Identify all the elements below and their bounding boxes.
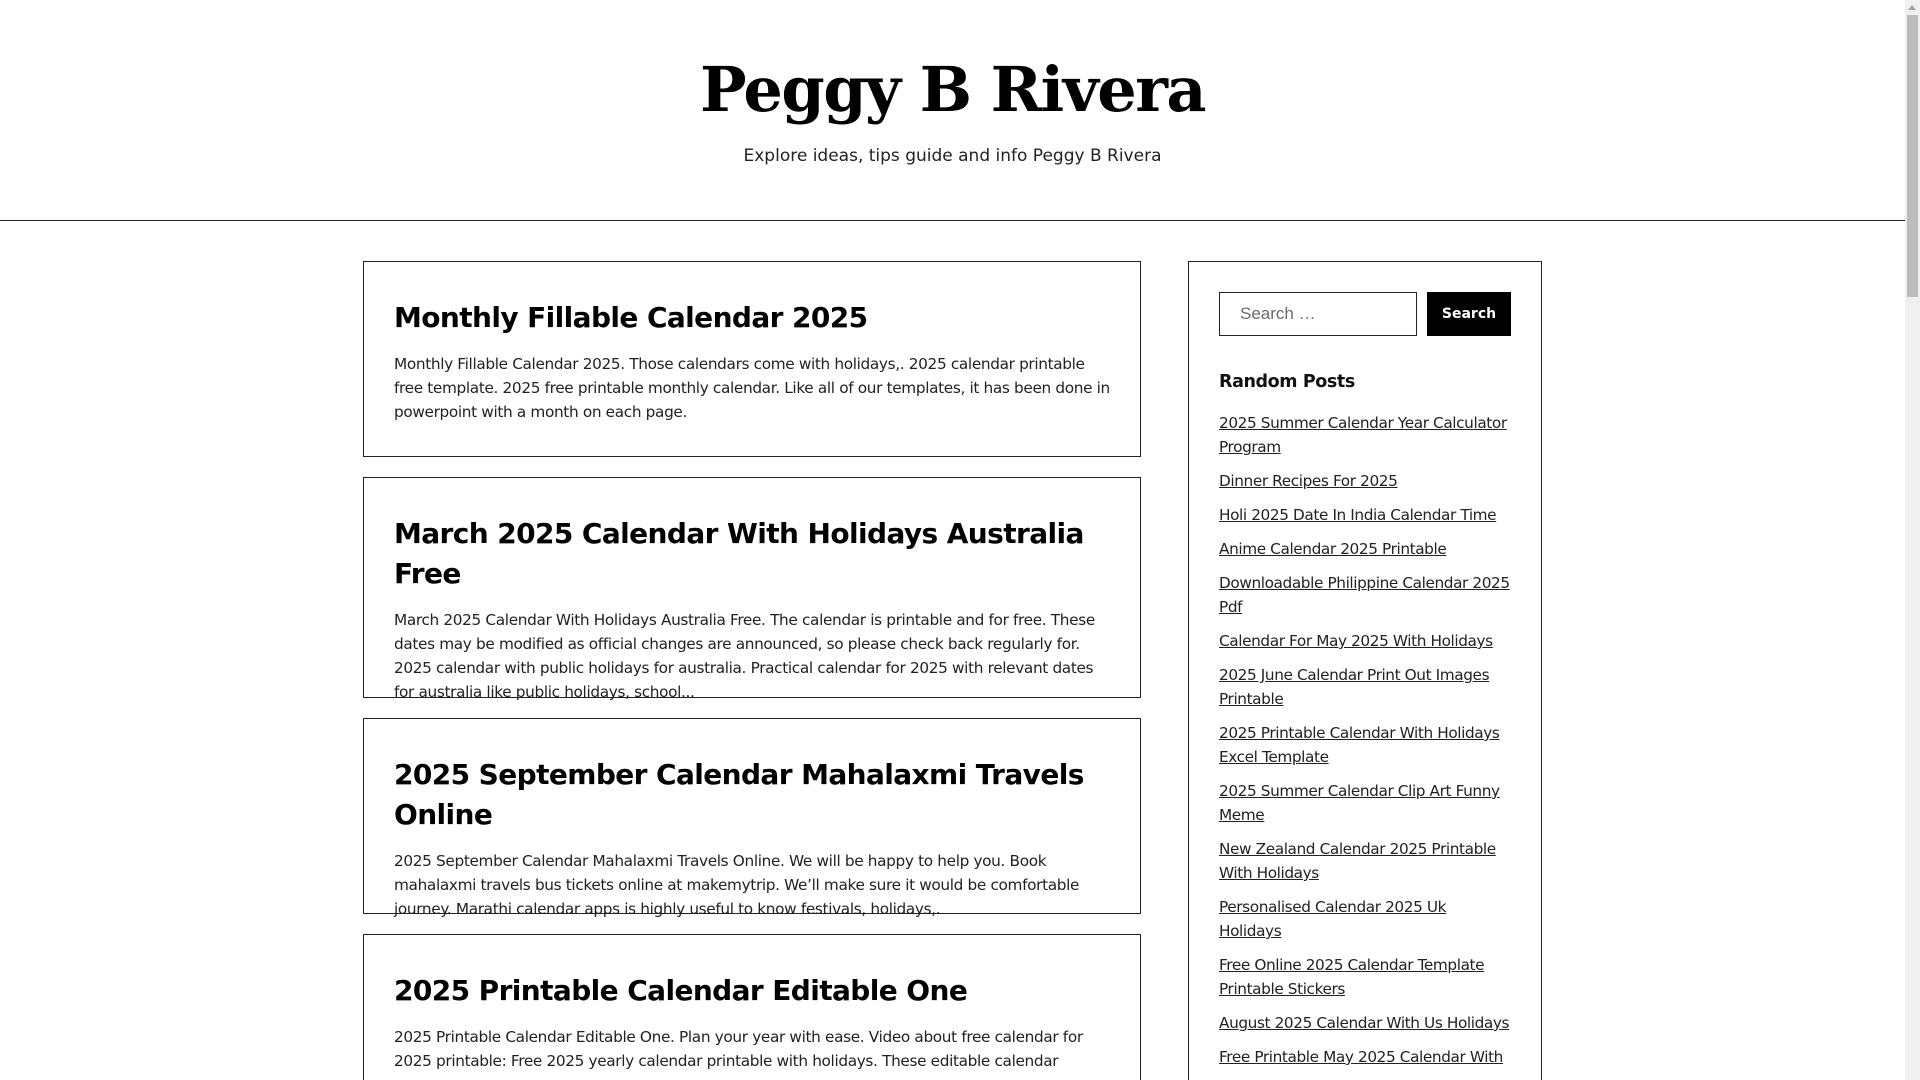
post-title: [394, 298, 1110, 338]
search-form: [1219, 292, 1511, 336]
post-title: [394, 514, 1110, 594]
post-excerpt: March 2025 Calendar With Holidays Australia Free. The calendar is printable and for free. These dates may be modified as official changes are announced, so please check back regularly for. 2025 calendar with public holidays for australia. Practical calendar for 2025 with relevant dates for australia like public holidays, school...: [394, 611, 1095, 701]
site-title: [0, 50, 1905, 130]
site-title-link[interactable]: Peggy B Rivera: [699, 53, 1206, 126]
post-title-link[interactable]: 2025 September Calendar Mahalaxmi Travels Online: [394, 758, 1084, 831]
random-post-link[interactable]: New Zealand Calendar 2025 Printable With Holidays: [1219, 840, 1496, 882]
random-post-link[interactable]: Free Printable May 2025 Calendar With: [1219, 1048, 1503, 1066]
random-post-link[interactable]: 2025 Printable Calendar With Holidays Excel Template: [1219, 724, 1500, 766]
post-excerpt: Monthly Fillable Calendar 2025. Those calendars come with holidays,. 2025 calendar printable free template. 2025 free printable monthly calendar. Like all of our templates, it has been done in powerpoint with a month on each page.: [394, 355, 1110, 421]
random-post-link[interactable]: August 2025 Calendar With Us Holidays: [1219, 1014, 1510, 1032]
site-header: [0, 0, 1905, 221]
scroll-up-arrow-icon[interactable]: [1908, 5, 1916, 10]
post-list-main: [363, 261, 1141, 1080]
scrollbar-thumb[interactable]: [1907, 15, 1918, 297]
random-post-link[interactable]: Free Online 2025 Calendar Template Printable Stickers: [1219, 956, 1485, 998]
random-post-link[interactable]: 2025 Summer Calendar Clip Art Funny Meme: [1219, 782, 1500, 824]
search-input[interactable]: [1219, 292, 1417, 336]
list-item: [1219, 629, 1511, 653]
post-card: [363, 477, 1141, 701]
post-title-link[interactable]: 2025 Printable Calendar Editable One: [394, 974, 968, 1007]
list-item: [1219, 953, 1511, 1001]
vertical-scrollbar[interactable]: [1905, 0, 1920, 1080]
list-item: [1219, 469, 1511, 493]
random-post-link[interactable]: Downloadable Philippine Calendar 2025 Pdf: [1219, 574, 1510, 616]
site-tagline: Explore ideas, tips guide and info Peggy B Rivera: [743, 146, 1162, 166]
post-card: [363, 261, 1141, 457]
post-title: [394, 755, 1110, 835]
random-post-link[interactable]: 2025 June Calendar Print Out Images Printable: [1219, 666, 1490, 708]
list-item: [1219, 837, 1511, 885]
random-post-link[interactable]: Anime Calendar 2025 Printable: [1219, 540, 1447, 558]
random-post-link[interactable]: 2025 Summer Calendar Year Calculator Program: [1219, 414, 1507, 456]
list-item: [1219, 779, 1511, 827]
post-card: [363, 934, 1141, 1080]
list-item: [1219, 721, 1511, 769]
random-post-link[interactable]: Personalised Calendar 2025 Uk Holidays: [1219, 898, 1447, 940]
random-post-link[interactable]: Holi 2025 Date In India Calendar Time: [1219, 506, 1497, 524]
list-item: [1219, 411, 1511, 459]
list-item: [1219, 663, 1511, 711]
post-excerpt: 2025 September Calendar Mahalaxmi Travels Online. We will be happy to help you. Book mahalaxmi travels bus tickets online at makemytrip. We’ll make sure it would be comfortable journey. Marathi calendar apps is highly useful to know festivals, holidays,.: [394, 852, 1080, 918]
list-item: [1219, 537, 1511, 561]
random-posts-list: [1219, 411, 1511, 1069]
random-post-link[interactable]: Dinner Recipes For 2025: [1219, 472, 1398, 490]
post-title-link[interactable]: March 2025 Calendar With Holidays Australia Free: [394, 517, 1084, 590]
post-card: [363, 718, 1141, 918]
post-excerpt: 2025 Printable Calendar Editable One. Plan your year with ease. Video about free calendar for 2025 printable: Free 2025 yearly calendar printable with holidays. These editable calendar: [394, 1028, 1083, 1070]
sidebar: [1188, 261, 1542, 1080]
random-posts-heading: Random Posts: [1219, 372, 1355, 392]
post-title-link[interactable]: Monthly Fillable Calendar 2025: [394, 301, 868, 334]
list-item: [1219, 503, 1511, 527]
list-item: [1219, 1045, 1511, 1069]
list-item: [1219, 571, 1511, 619]
search-button[interactable]: Search: [1427, 292, 1511, 336]
post-title: [394, 971, 1110, 1011]
list-item: [1219, 1011, 1511, 1035]
random-post-link[interactable]: Calendar For May 2025 With Holidays: [1219, 632, 1493, 650]
list-item: [1219, 895, 1511, 943]
